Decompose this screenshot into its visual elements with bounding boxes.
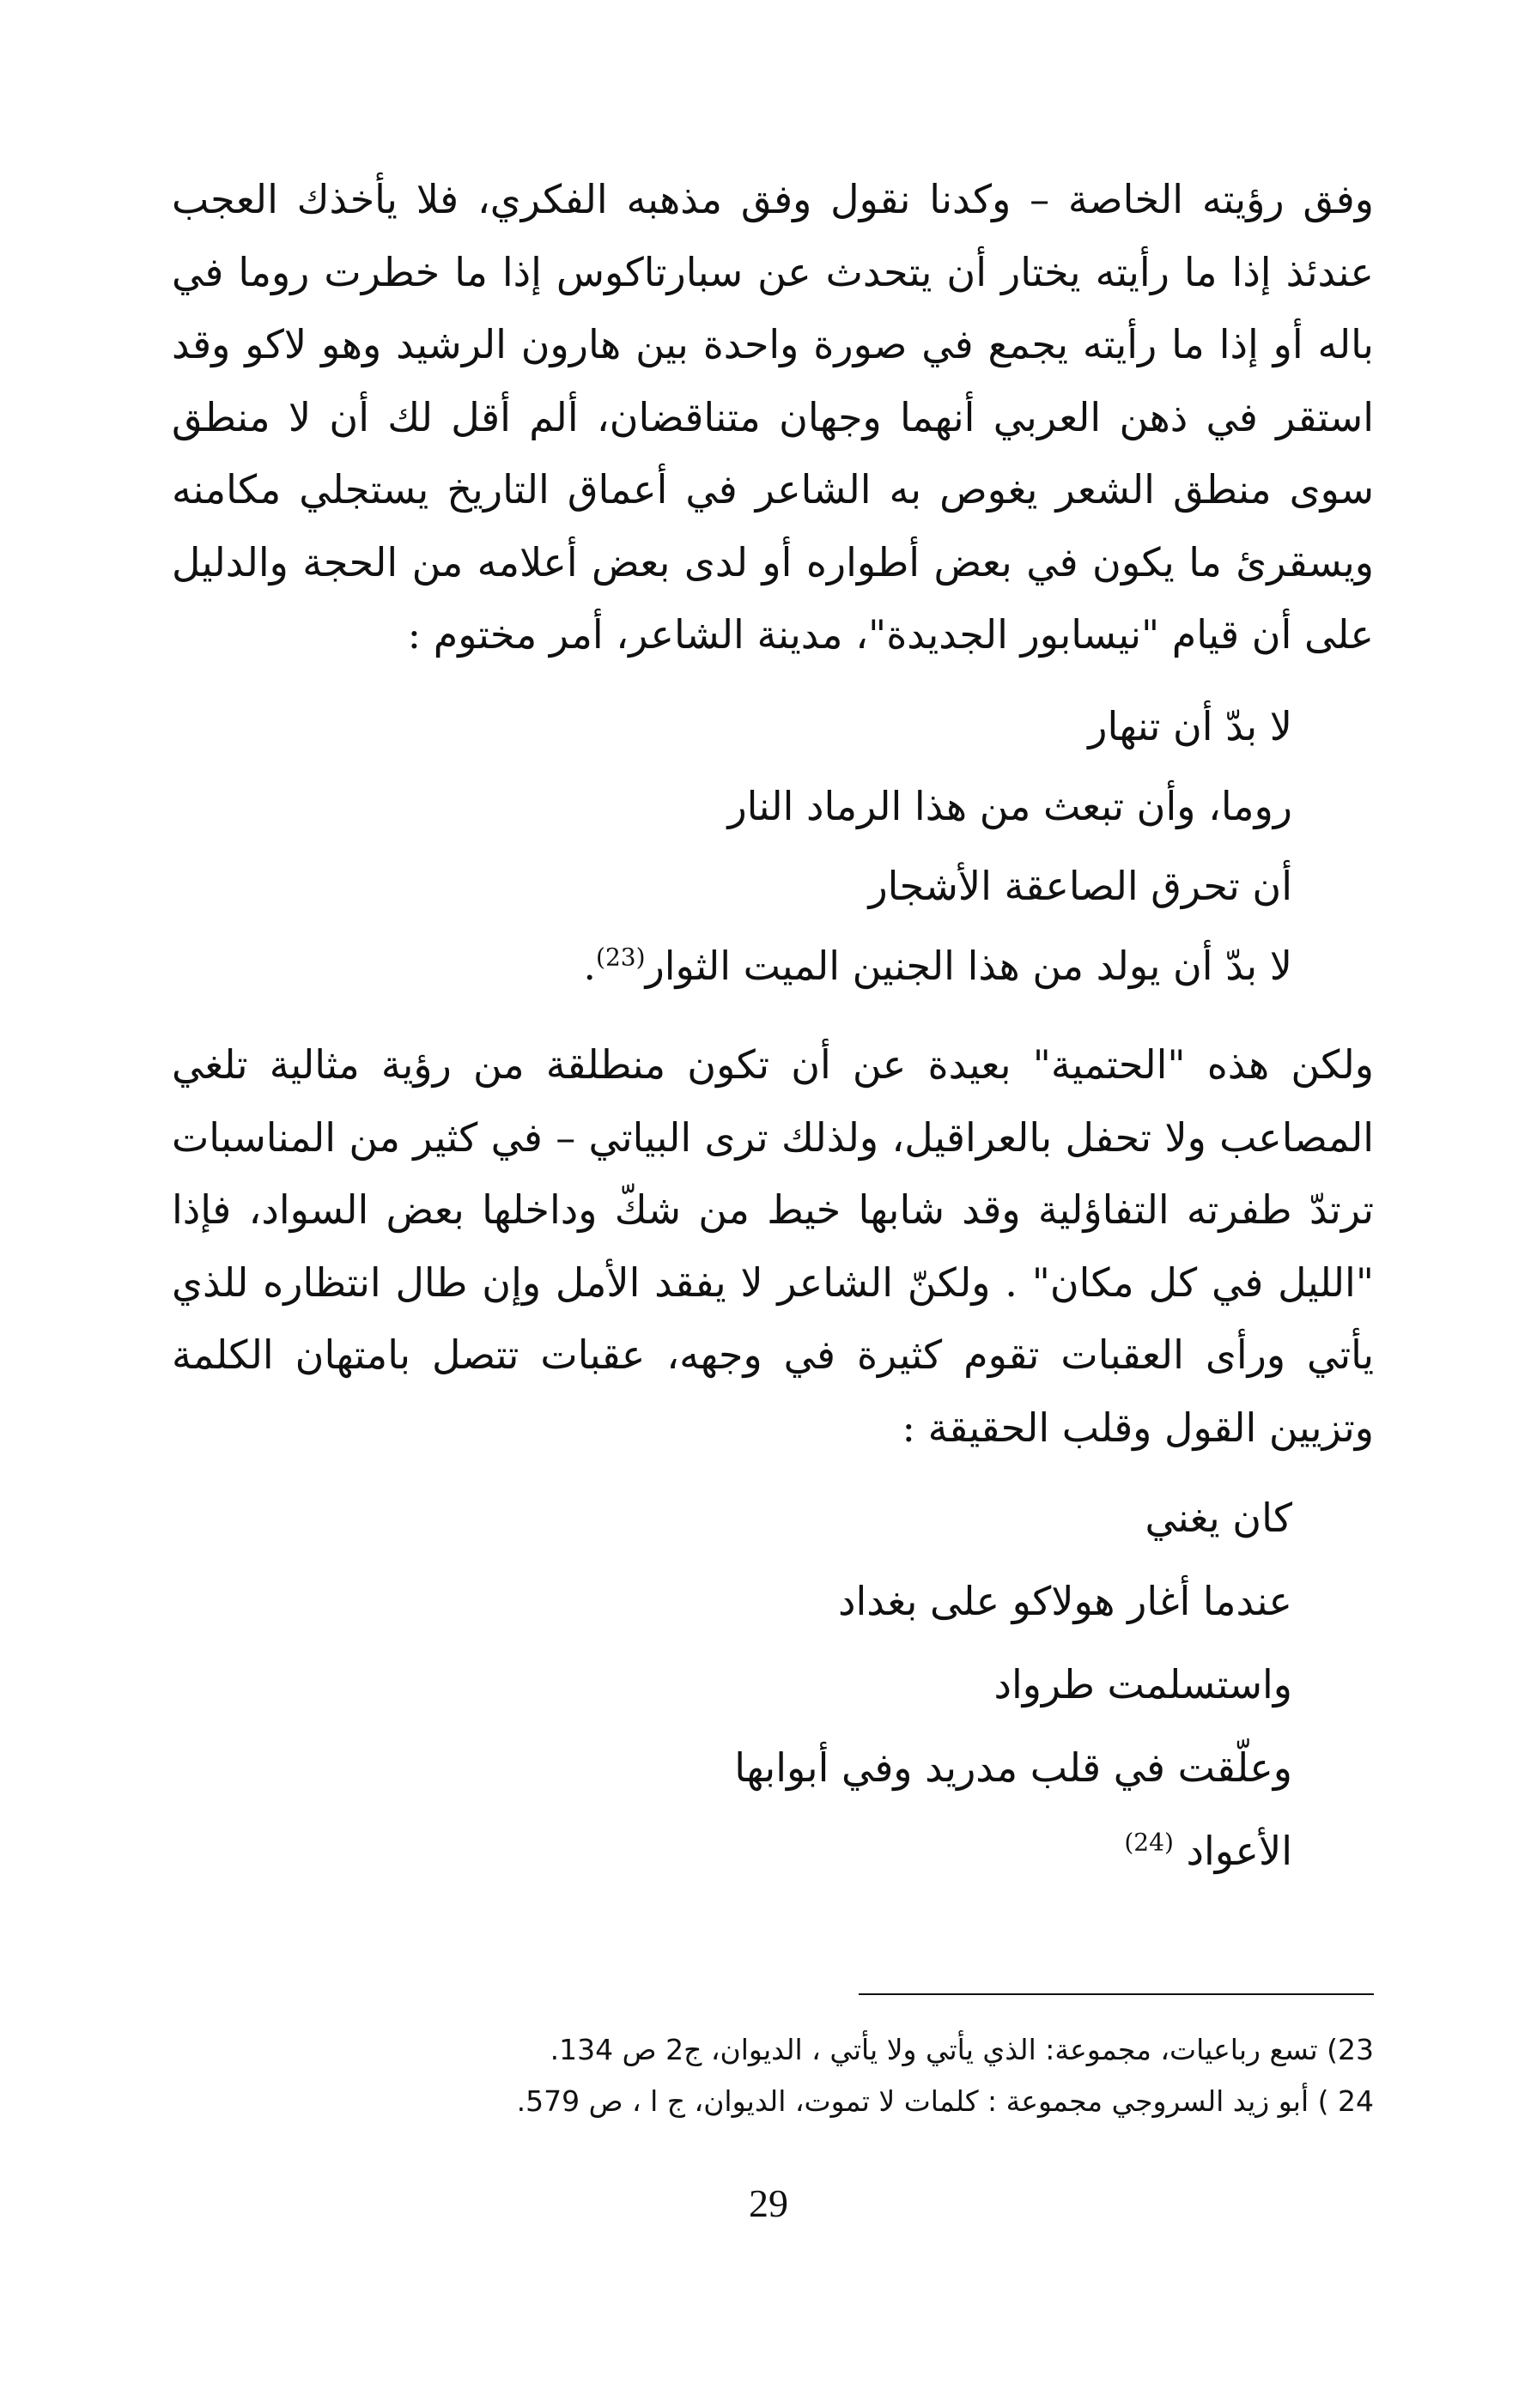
verse-line-last: [262, 926, 1292, 1006]
footnotes: [172, 2024, 1374, 2127]
footnote-23: 23) تسع رباعيات، مجموعة: الذي يأتي ولا يأتي ، الديوان، ج2 ص 134.: [550, 2033, 1374, 2066]
verse-line: روما، وأن تبعث من هذا الرماد النار: [727, 783, 1292, 829]
footnote-ref-23[interactable]: (23): [596, 943, 646, 972]
footnote-24: 24 ) أبو زيد السروجي مجموعة : كلمات لا تموت، الديوان، ج ا ، ص 579.: [516, 2084, 1374, 2118]
verse-line-text: الأعواد: [1186, 1828, 1292, 1874]
paragraph-2: ولكن هذه "الحتمية" بعيدة عن أن تكون منطلقة من رؤية مثالية تلغي المصاعب ولا تحفل بالعراقيل، ولذلك ترى البياتي – في كثير من المناسبات ترتدّ طفرته التفاؤلية وقد شابها خيط من شكّ وداخلها بعض السواد، فإذا "الليل في كل مكان" . ولكنّ الشاعر لا يفقد الأمل وإن طال انتظاره للذي يأتي ورأى العقبات تقوم كثيرة في وجهه، عقبات تتصل بامتهان الكلمة وتزيين القول وقلب الحقيقة :: [172, 1041, 1374, 1451]
verse-block-1: [262, 687, 1292, 1006]
verse-block-2: [262, 1477, 1292, 1893]
paragraph-1: وفق رؤيته الخاصة – وكدنا نقول وفق مذهبه الفكري، فلا يأخذك العجب عندئذ إذا ما رأيته يختار أن يتحدث عن سبارتاكوس إذا ما خطرت روما في باله أو إذا ما رأيته يجمع في صورة واحدة بين هارون الرشيد وهو لاكو وقد استقر في ذهن العربي أنهما وجهان متناقضان، ألم أقل لك أن لا منطق سوى منطق الشعر يغوص به الشاعر في أعماق التاريخ يستجلي مكامنه ويسقرئ ما يكون في بعض أطواره أو لدى بعض أعلامه من الحجة والدليل على أن قيام "نيسابور الجديدة"، مدينة الشاعر، أمر مختوم :: [172, 176, 1374, 658]
verse-end-punctuation: .: [583, 943, 597, 989]
footnote-divider: [859, 1993, 1374, 1995]
verse-line-text: لا بدّ أن يولد من هذا الجنين الميت الثوار: [645, 943, 1292, 989]
page-number: 29: [749, 2181, 788, 2225]
verse-line: أن تحرق الصاعقة الأشجار: [868, 863, 1292, 909]
verse-line: عندما أغار هولاكو على بغداد: [837, 1578, 1292, 1624]
verse-line: كان يغني: [1145, 1495, 1292, 1541]
verse-line-last: [262, 1810, 1292, 1893]
footnote-ref-24[interactable]: (24): [1124, 1828, 1174, 1857]
verse-line: وعلّقت في قلب مدريد وفي أبوابها: [734, 1744, 1292, 1791]
verse-line: لا بدّ أن تنهار: [1088, 703, 1292, 749]
verse-line: واستسلمت طرواد: [993, 1661, 1292, 1707]
